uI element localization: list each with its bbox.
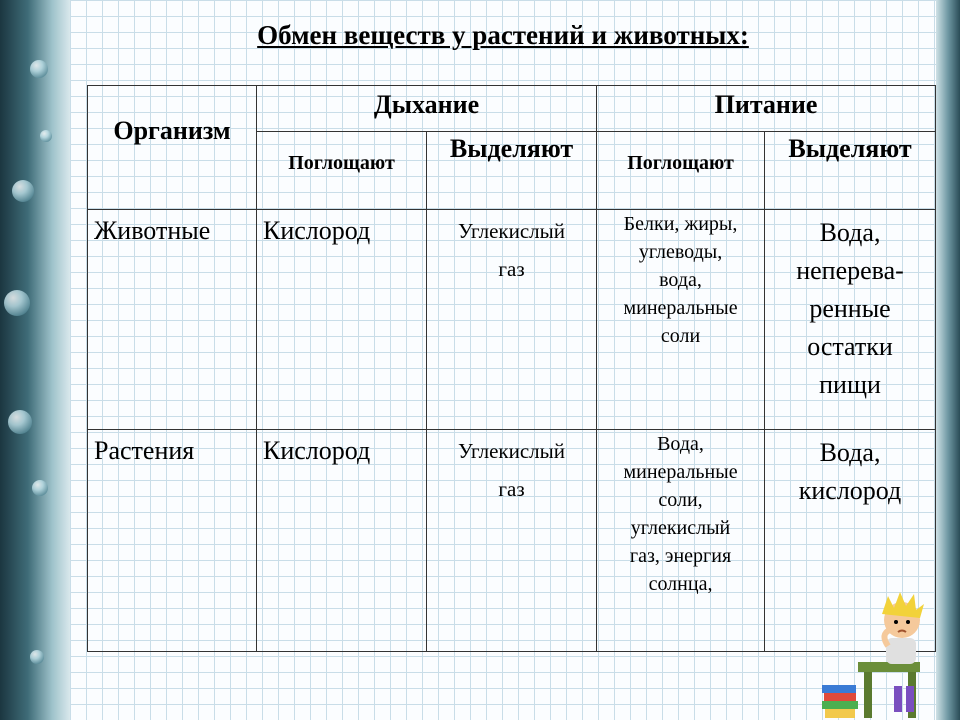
cell-line: Вода, [819, 218, 881, 247]
table-row-plants [88, 430, 936, 652]
book-icon [824, 693, 856, 701]
cell-organism: Животные [88, 210, 257, 430]
water-drop-decoration [30, 650, 44, 664]
cell-line: соли, [658, 489, 703, 511]
water-drop-decoration [30, 60, 48, 78]
cell-line: ренные [809, 294, 891, 323]
student-hair [882, 592, 924, 618]
cell-organism: Растения [88, 430, 257, 652]
table-header-row [88, 86, 936, 132]
cell-nutr-absorb [597, 210, 765, 430]
student-cartoon-illustration [820, 590, 940, 720]
water-drop-decoration [4, 290, 30, 316]
page-title: Обмен веществ у растений и животных: [257, 20, 749, 50]
header-respiration: Дыхание [257, 86, 597, 132]
cell-nutr-absorb [597, 430, 765, 652]
book-icon [825, 709, 855, 718]
cell-line: Белки, жиры, [623, 213, 738, 235]
header-organism: Организм [88, 86, 257, 210]
water-drop-decoration [8, 410, 32, 434]
header-nutr-excrete: Выделяют [765, 132, 936, 210]
student-body [886, 638, 916, 664]
cell-line: Углекислый [458, 439, 565, 463]
cell-line: кислород [798, 476, 902, 505]
cell-resp-excrete [427, 210, 597, 430]
water-drop-decoration [12, 180, 34, 202]
header-resp-excrete: Выделяют [427, 132, 597, 210]
cell-line: газ, энергия [629, 545, 732, 567]
cell-line: пищи [819, 370, 881, 399]
cell-line: газ [498, 257, 525, 281]
cell-nutr-excrete [765, 210, 936, 430]
cell-line: Вода, [657, 433, 704, 455]
book-icon [822, 701, 858, 709]
cell-line: вода, [659, 269, 702, 291]
left-decorative-frame [0, 0, 70, 720]
book-icon [822, 685, 856, 693]
header-nutrition: Питание [597, 86, 936, 132]
table-row-animals [88, 210, 936, 430]
cell-line: минеральные [623, 461, 738, 483]
cell-line: соли [660, 325, 701, 347]
water-drop-decoration [40, 130, 52, 142]
metabolism-table [87, 85, 936, 652]
cell-line: Углекислый [458, 219, 565, 243]
cell-line: углеводы, [638, 241, 723, 263]
cell-line: минеральные [623, 297, 738, 319]
cell-line: солнца, [648, 573, 713, 595]
cell-line: Вода, [819, 438, 881, 467]
cell-resp-absorb: Кислород [257, 210, 427, 430]
header-nutr-absorb: Поглощают [597, 132, 765, 210]
header-resp-absorb: Поглощают [257, 132, 427, 210]
cell-line: остатки [807, 332, 893, 361]
cell-line: неперева- [796, 256, 904, 285]
cell-resp-absorb: Кислород [257, 430, 427, 652]
cell-line: углекислый [630, 517, 731, 539]
cell-resp-excrete [427, 430, 597, 652]
cell-line: газ [498, 477, 525, 501]
water-drop-decoration [32, 480, 48, 496]
